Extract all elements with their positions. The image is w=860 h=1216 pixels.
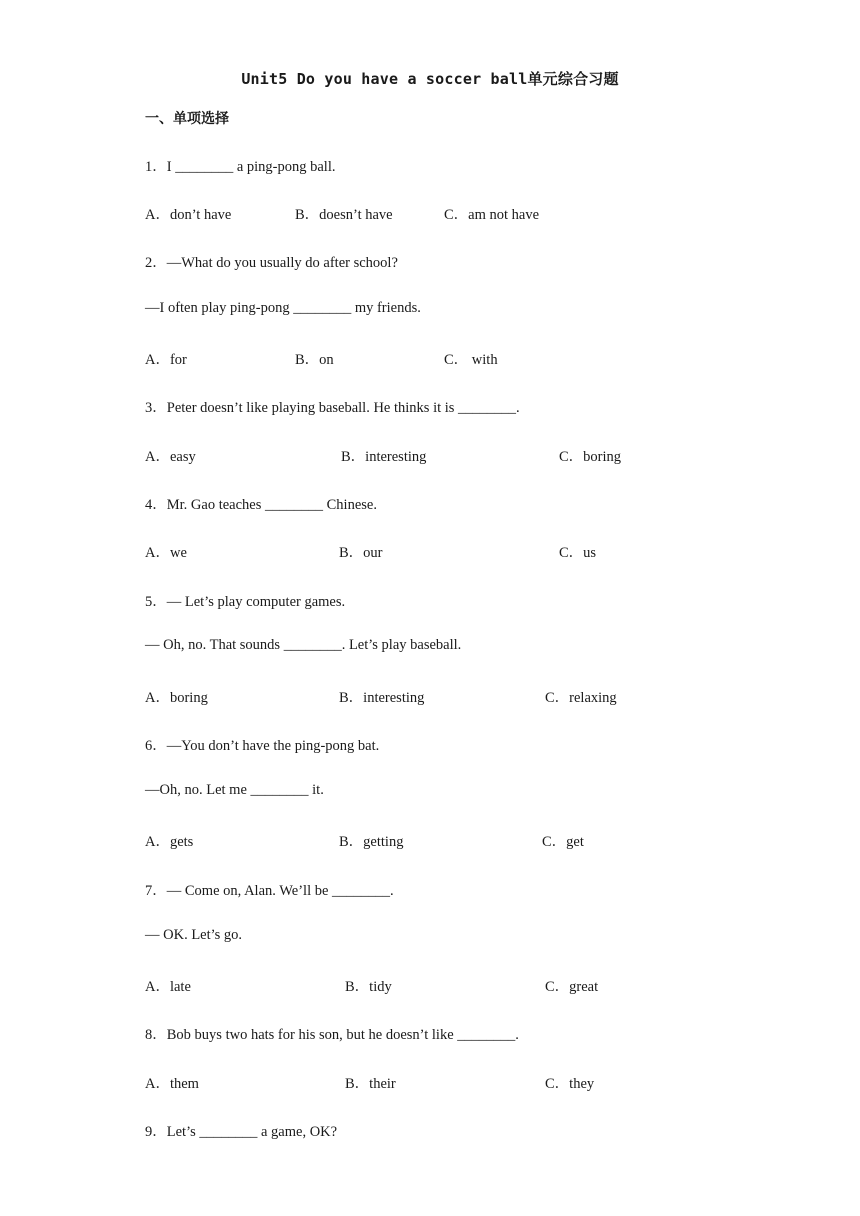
question-1-option-a: A．don’t have xyxy=(145,207,232,223)
question-8-option-c: C．they xyxy=(545,1076,595,1092)
question-4-option-b: B．our xyxy=(339,545,383,561)
question-2-option-b: B．on xyxy=(295,352,334,368)
question-2-line2: —I often play ping-pong ________ my friends. xyxy=(145,300,421,316)
question-3-stem: 3．Peter doesn’t like playing baseball. He thinks it is ________. xyxy=(145,400,520,416)
question-6-option-b: B．getting xyxy=(339,834,404,850)
question-3-option-a: A．easy xyxy=(145,449,196,465)
question-2-stem: 2．—What do you usually do after school? xyxy=(145,255,398,271)
question-2-option-c: C． with xyxy=(444,352,498,368)
question-6-stem: 6．—You don’t have the ping-pong bat. xyxy=(145,738,380,754)
question-5-option-a: A．boring xyxy=(145,690,208,706)
question-6-line2: —Oh, no. Let me ________ it. xyxy=(145,782,324,798)
question-3-option-c: C．boring xyxy=(559,449,622,465)
question-4-stem: 4．Mr. Gao teaches ________ Chinese. xyxy=(145,497,377,513)
question-7-option-b: B．tidy xyxy=(345,979,392,995)
question-4-option-a: A．we xyxy=(145,545,187,561)
question-1-stem: 1．I ________ a ping-pong ball. xyxy=(145,159,336,175)
question-7-option-c: C．great xyxy=(545,979,599,995)
question-6-option-c: C．get xyxy=(542,834,584,850)
question-7-stem: 7．— Come on, Alan. We’ll be ________. xyxy=(145,883,394,899)
question-1-option-b: B．doesn’t have xyxy=(295,207,393,223)
question-3-option-b: B．interesting xyxy=(341,449,427,465)
question-5-stem: 5．— Let’s play computer games. xyxy=(145,594,346,610)
page-title: Unit5 Do you have a soccer ball单元综合习题 xyxy=(241,70,619,88)
question-7-option-a: A．late xyxy=(145,979,191,995)
question-8-option-b: B．their xyxy=(345,1076,396,1092)
question-5-option-b: B．interesting xyxy=(339,690,425,706)
question-9-stem: 9．Let’s ________ a game, OK? xyxy=(145,1124,338,1140)
question-6-option-a: A．gets xyxy=(145,834,194,850)
question-8-option-a: A．them xyxy=(145,1076,199,1092)
question-1-option-c: C．am not have xyxy=(444,207,540,223)
question-5-option-c: C．relaxing xyxy=(545,690,617,706)
question-4-option-c: C．us xyxy=(559,545,597,561)
question-7-line2: — OK. Let’s go. xyxy=(145,927,243,943)
question-8-stem: 8．Bob buys two hats for his son, but he doesn’t like ________. xyxy=(145,1027,519,1043)
question-2-option-a: A．for xyxy=(145,352,187,368)
question-5-line2: — Oh, no. That sounds ________. Let’s play baseball. xyxy=(145,637,462,653)
section-heading: 一、单项选择 xyxy=(145,111,229,127)
